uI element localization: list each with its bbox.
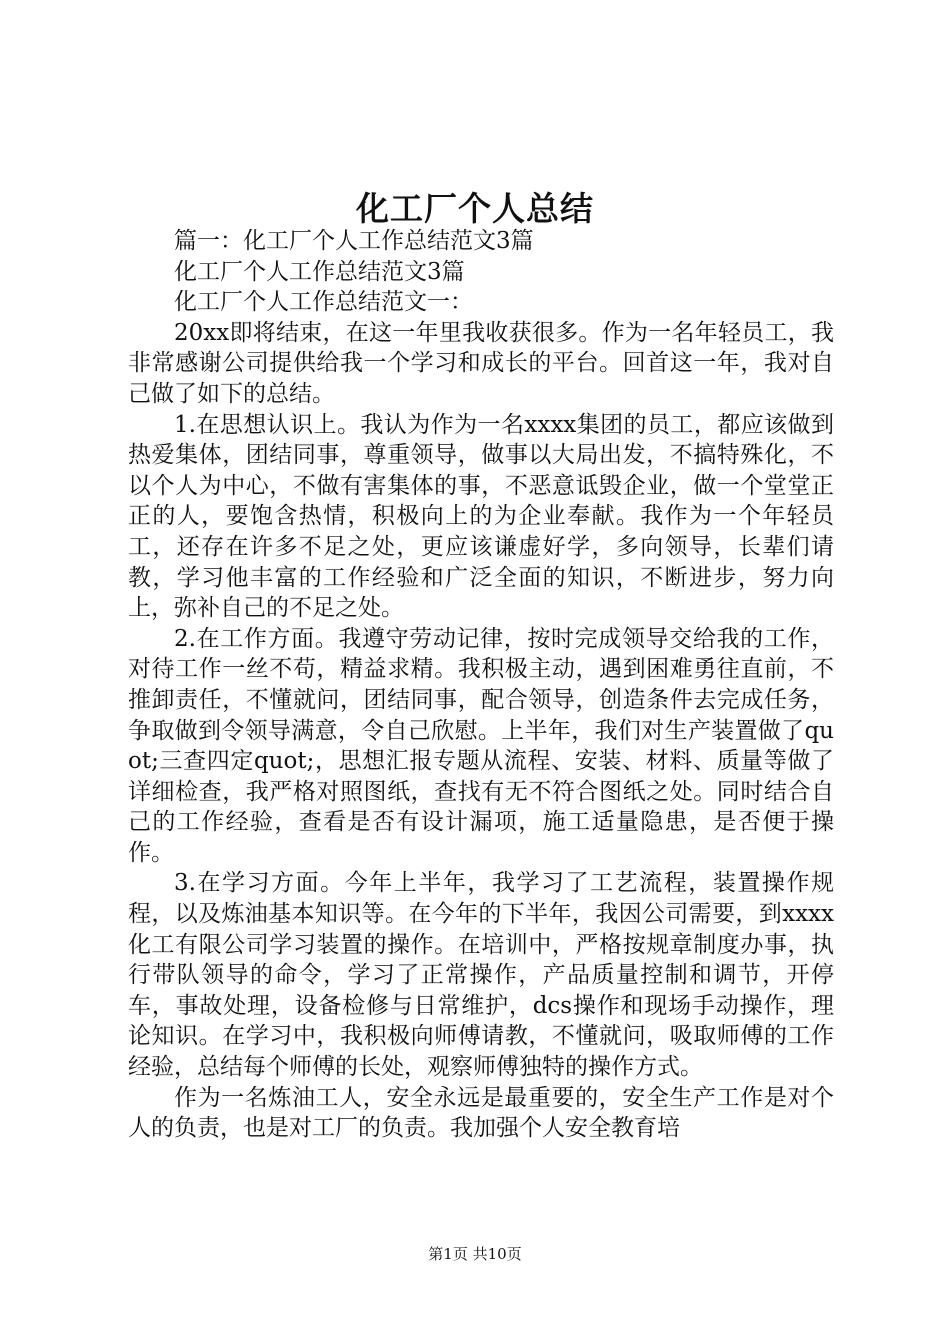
document-title: 化工厂个人总结 — [356, 189, 594, 228]
paragraph-safety: 作为一名炼油工人，安全永远是最重要的，安全生产工作是对个人的负责，也是对工厂的负责。我加强个人安全教育培 — [128, 1084, 834, 1142]
paragraph-study: 3.在学习方面。今年上半年，我学习了工艺流程，装置操作规程，以及炼油基本知识等。在今年的下半年，我因公司需要，到xxxx化工有限公司学习装置的操作。在培训中，严格按规章制度办事，执行带队领导的命令，学习了正常操作，产品质量控制和调节，开停车，事故处理，设备检修与日常维护，dcs操作和现场手动操作，理论知识。在学习中，我积极向师傅请教，不懂就问，吸取师傅的工作经验，总结每个师傅的长处，观察师傅独特的操作方式。 — [128, 870, 834, 1081]
paragraph-work: 2.在工作方面。我遵守劳动记律，按时完成领导交给我的工作，对待工作一丝不苟，精益求精。我积极主动，遇到困难勇往直前，不推卸责任，不懂就问，团结同事，配合领导，创造条件去完成任务，争取做到令领导满意，令自己欣慰。上半年，我们对生产装置做了quot;三查四定quot;，思想汇报专题从流程、安装、材料、质量等做了详细检查，我严格对照图纸，查找有无不符合图纸之处。同时结合自己的工作经验，查看是否有设计漏项，施工适量隐患，是否便于操作。 — [128, 625, 834, 866]
paragraph-subtitle: 化工厂个人工作总结范文3篇 — [174, 258, 465, 285]
paragraph-section-heading: 篇一：化工厂个人工作总结范文3篇 — [174, 228, 534, 254]
paragraph-sample-heading: 化工厂个人工作总结范文一： — [174, 289, 473, 316]
paragraph-intro: 20xx即将结束，在这一年里我收获很多。作为一名年轻员工，我非常感谢公司提供给我一个学习和成长的平台。回首这一年，我对自己做了如下的总结。 — [128, 319, 834, 407]
paragraph-thought: 1.在思想认识上。我认为作为一名xxxx集团的员工，都应该做到热爱集体，团结同事，尊重领导，做事以大局出发，不搞特殊化，不以个人为中心，不做有害集体的事，不恶意诋毁企业，做一个堂堂正正的人，要饱含热情，积极向上的为企业奉献。我作为一个年轻员工，还存在许多不足之处，更应该谦虚好学，多向领导，长辈们请教，学习他丰富的工作经验和广泛全面的知识，不断进步，努力向上，弥补自己的不足之处。 — [128, 411, 834, 622]
page-number: 第1页 共10页 — [428, 1245, 522, 1263]
document-body — [128, 226, 834, 1144]
